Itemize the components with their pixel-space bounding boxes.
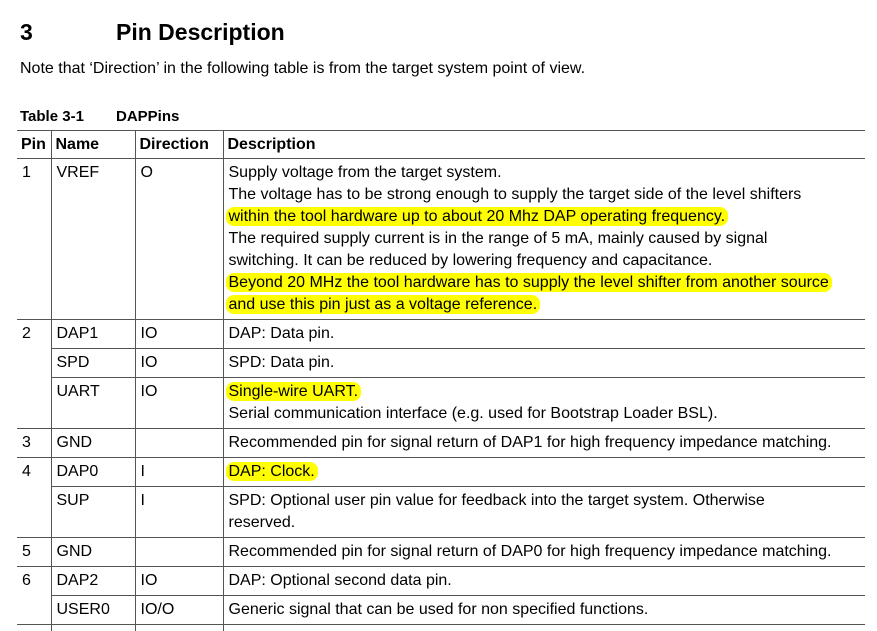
description-line bbox=[229, 352, 862, 374]
description-line bbox=[229, 461, 862, 483]
direction-cell bbox=[135, 429, 223, 458]
section-heading bbox=[20, 19, 285, 46]
table-row bbox=[17, 487, 865, 538]
table-caption-title: DAPPins bbox=[116, 108, 179, 125]
description-cell bbox=[223, 596, 865, 625]
description-line bbox=[229, 432, 862, 454]
pin-cell: 5 bbox=[17, 538, 51, 567]
description-text: SPD: Optional user pin value for feedback into the target system. Otherwise bbox=[229, 492, 765, 509]
description-line bbox=[229, 381, 862, 403]
table-row bbox=[17, 538, 865, 567]
header-name: Name bbox=[51, 131, 135, 159]
table-row bbox=[17, 159, 865, 320]
highlighted-text: Beyond 20 MHz the tool hardware has to supply the level shifter from another source bbox=[226, 273, 832, 292]
description-text: Supply voltage from the target system. bbox=[229, 164, 502, 181]
direction-cell: IO bbox=[135, 378, 223, 429]
pin-cell bbox=[17, 378, 51, 429]
pin-cell: 3 bbox=[17, 429, 51, 458]
name-cell: USER0 bbox=[51, 596, 135, 625]
highlighted-text: within the tool hardware up to about 20 Mhz DAP operating frequency. bbox=[226, 207, 729, 226]
description-text: The voltage has to be strong enough to supply the target side of the level shifters bbox=[229, 186, 802, 203]
highlighted-text: Single-wire UART. bbox=[226, 382, 362, 401]
name-cell: GND bbox=[51, 538, 135, 567]
table-row bbox=[17, 458, 865, 487]
table-row bbox=[17, 320, 865, 349]
description-text: DAP: Optional second data pin. bbox=[229, 572, 452, 589]
description-cell bbox=[223, 429, 865, 458]
description-cell bbox=[223, 458, 865, 487]
description-cell bbox=[223, 567, 865, 596]
pin-cell bbox=[17, 596, 51, 625]
direction-cell: I bbox=[135, 458, 223, 487]
empty-cell bbox=[223, 625, 865, 631]
pin-cell: 4 bbox=[17, 458, 51, 487]
name-cell: DAP2 bbox=[51, 567, 135, 596]
table-row bbox=[17, 596, 865, 625]
description-cell bbox=[223, 487, 865, 538]
description-cell bbox=[223, 320, 865, 349]
direction-cell: I bbox=[135, 487, 223, 538]
description-text: Serial communication interface (e.g. used for Bootstrap Loader BSL). bbox=[229, 405, 718, 422]
description-cell bbox=[223, 349, 865, 378]
pin-cell: 2 bbox=[17, 320, 51, 349]
direction-cell: IO bbox=[135, 349, 223, 378]
section-title: Pin Description bbox=[116, 19, 285, 45]
header-pin: Pin bbox=[17, 131, 51, 159]
name-cell: DAP1 bbox=[51, 320, 135, 349]
description-cell bbox=[223, 159, 865, 320]
empty-cell bbox=[135, 625, 223, 631]
table-row bbox=[17, 378, 865, 429]
description-line bbox=[229, 323, 862, 345]
description-line bbox=[229, 541, 862, 563]
description-line bbox=[229, 228, 862, 250]
description-cell bbox=[223, 378, 865, 429]
highlighted-text: DAP: Clock. bbox=[226, 462, 318, 481]
description-text: The required supply current is in the range of 5 mA, mainly caused by signal bbox=[229, 230, 768, 247]
description-text: SPD: Data pin. bbox=[229, 354, 335, 371]
table-caption bbox=[20, 108, 179, 125]
name-cell: UART bbox=[51, 378, 135, 429]
pin-cell: 1 bbox=[17, 159, 51, 320]
description-text: reserved. bbox=[229, 514, 296, 531]
description-text: Recommended pin for signal return of DAP1 for high frequency impedance matching. bbox=[229, 434, 832, 451]
pin-cell: 6 bbox=[17, 567, 51, 596]
table-caption-label: Table 3-1 bbox=[20, 108, 116, 125]
description-line bbox=[229, 162, 862, 184]
description-line bbox=[229, 206, 862, 228]
header-direction: Direction bbox=[135, 131, 223, 159]
empty-cell bbox=[51, 625, 135, 631]
name-cell: DAP0 bbox=[51, 458, 135, 487]
description-line bbox=[229, 570, 862, 592]
description-text: DAP: Data pin. bbox=[229, 325, 335, 342]
description-text: Recommended pin for signal return of DAP0 for high frequency impedance matching. bbox=[229, 543, 832, 560]
description-line bbox=[229, 512, 862, 534]
table-row bbox=[17, 567, 865, 596]
pin-cell bbox=[17, 487, 51, 538]
direction-note: Note that ‘Direction’ in the following table is from the target system point of view. bbox=[20, 60, 585, 78]
description-text: switching. It can be reduced by lowering frequency and capacitance. bbox=[229, 252, 713, 269]
direction-cell: IO bbox=[135, 567, 223, 596]
section-number: 3 bbox=[20, 19, 116, 46]
description-line bbox=[229, 490, 862, 512]
description-line bbox=[229, 250, 862, 272]
direction-cell: O bbox=[135, 159, 223, 320]
table-row-cut-off bbox=[17, 625, 865, 631]
name-cell: SPD bbox=[51, 349, 135, 378]
description-line bbox=[229, 599, 862, 621]
direction-cell: IO/O bbox=[135, 596, 223, 625]
name-cell: SUP bbox=[51, 487, 135, 538]
name-cell: GND bbox=[51, 429, 135, 458]
table-row bbox=[17, 349, 865, 378]
table-body bbox=[17, 159, 865, 631]
description-line bbox=[229, 184, 862, 206]
header-description: Description bbox=[223, 131, 865, 159]
description-line bbox=[229, 294, 862, 316]
direction-cell: IO bbox=[135, 320, 223, 349]
name-cell: VREF bbox=[51, 159, 135, 320]
pin-cell bbox=[17, 349, 51, 378]
description-line bbox=[229, 403, 862, 425]
highlighted-text: and use this pin just as a voltage reference. bbox=[226, 295, 541, 314]
pin-table bbox=[17, 130, 865, 631]
description-cell bbox=[223, 538, 865, 567]
table-header-row bbox=[17, 131, 865, 159]
direction-cell bbox=[135, 538, 223, 567]
table-row bbox=[17, 429, 865, 458]
empty-cell bbox=[17, 625, 51, 631]
description-line bbox=[229, 272, 862, 294]
description-text: Generic signal that can be used for non specified functions. bbox=[229, 601, 649, 618]
